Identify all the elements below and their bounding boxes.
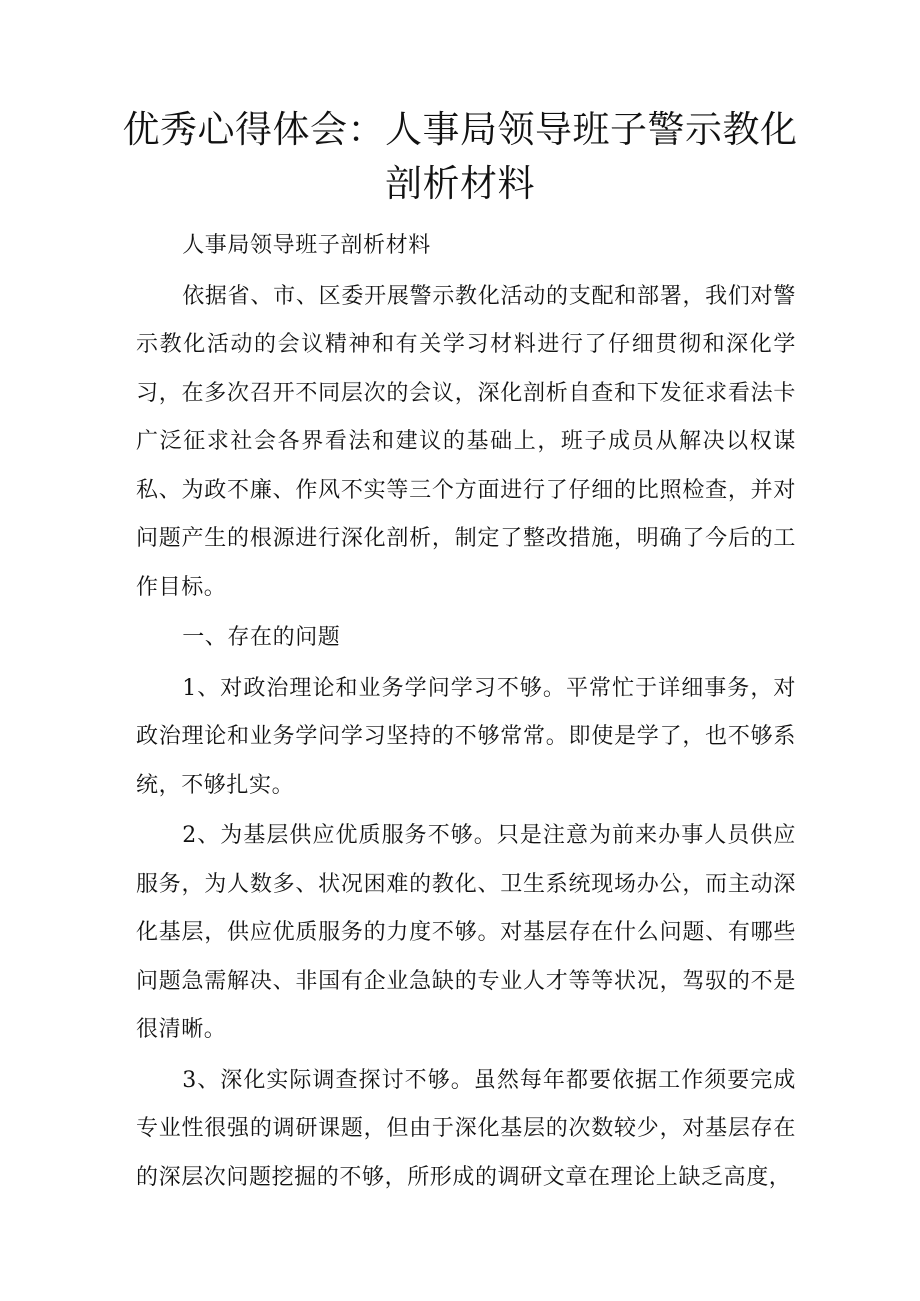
section-heading-problems: 一、存在的问题 xyxy=(182,625,341,650)
document-title: 优秀心得体会：人事局领导班子警示教化剖析材料 xyxy=(122,108,798,205)
document-subtitle: 人事局领导班子剖析材料 xyxy=(182,233,431,258)
paragraph-intro: 依据省、市、区委开展警示教化活动的支配和部署，我们对警示教化活动的会议精神和有关学习材料进行了仔细贯彻和深化学习，在多次召开不同层次的会议，深化剖析自查和下发征求看法卡广泛征求社会各界看法和建议的基础上，班子成员从解决以权谋私、为政不廉、作风不实等三个方面进行了仔细的比照检查，并对问题产生的根源进行深化剖析，制定了整改措施，明确了今后的工作目标。 xyxy=(136,283,796,600)
paragraph-item-3: 3、深化实际调查探讨不够。虽然每年都要依据工作须要完成专业性很强的调研课题，但由于深化基层的次数较少，对基层存在的深层次问题挖掘的不够，所形成的调研文章在理论上缺乏高度， xyxy=(136,1067,796,1190)
paragraph-item-2: 2、为基层供应优质服务不够。只是注意为前来办事人员供应服务，为人数多、状况困难的教化、卫生系统现场办公，而主动深化基层，供应优质服务的力度不够。对基层存在什么问题、有哪些问题急需解决、非国有企业急缺的专业人才等等状况，驾驭的不是很清晰。 xyxy=(136,823,796,1042)
paragraph-item-1: 1、对政治理论和业务学问学习不够。平常忙于详细事务，对政治理论和业务学问学习坚持的不够常常。即使是学了，也不够系统，不够扎实。 xyxy=(136,675,796,798)
document-body xyxy=(136,222,796,1204)
